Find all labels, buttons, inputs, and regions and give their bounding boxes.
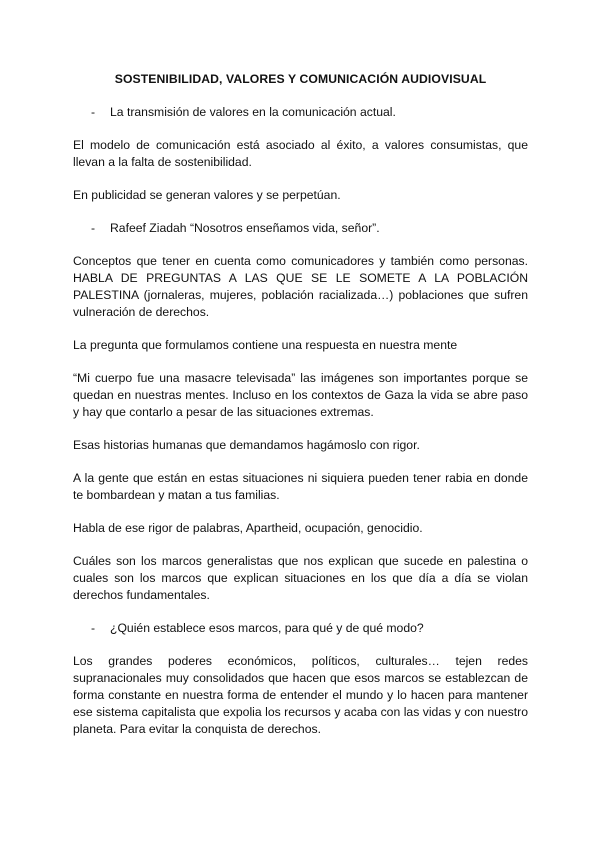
bullet-text: Rafeef Ziadah “Nosotros enseñamos vida, señor”. [110, 221, 380, 235]
paragraph: Habla de ese rigor de palabras, Apartheid, ocupación, genocidio. [73, 521, 423, 535]
paragraph: Los grandes poderes económicos, políticos, culturales… tejen redes supranacionales muy consolidados que hacen que esos marcos se establezcan de forma constante en nuestra forma de entender el mundo y lo hacen para mantener ese sistema capitalista que expolia los recursos y acaba con las vidas y con nuestro planeta. Para evitar la conquista de derechos. [73, 654, 528, 736]
paragraph: Esas historias humanas que demandamos hagámoslo con rigor. [73, 438, 420, 452]
bullet-item [73, 620, 528, 637]
bullet-dash: - [91, 105, 96, 119]
paragraph: La pregunta que formulamos contiene una respuesta en nuestra mente [73, 338, 458, 352]
paragraph: En publicidad se generan valores y se perpetúan. [73, 188, 341, 202]
bullet-text: ¿Quién establece esos marcos, para qué y de qué modo? [110, 621, 424, 635]
bullet-item [73, 104, 528, 121]
paragraph: A la gente que están en estas situaciones ni siquiera pueden tener rabia en donde te bombardean y matan a tus familias. [73, 471, 528, 502]
bullet-text: La transmisión de valores en la comunicación actual. [110, 105, 396, 119]
bullet-dash: - [91, 221, 96, 235]
paragraph: “Mi cuerpo fue una masacre televisada” las imágenes son importantes porque se quedan en nuestras mentes. Incluso en los contextos de Gaza la vida se abre paso y hay que contarlo a pesar de las situaciones extremas. [73, 371, 528, 419]
paragraph: El modelo de comunicación está asociado al éxito, a valores consumistas, que llevan a la falta de sostenibilidad. [73, 138, 528, 169]
paragraph: Conceptos que tener en cuenta como comunicadores y también como personas. HABLA DE PREGUNTAS A LAS QUE SE LE SOMETE A LA POBLACIÓN PALESTINA (jornaleras, mujeres, población racializada…) poblaciones que sufren vulneración de derechos. [73, 254, 528, 319]
paragraph: Cuáles son los marcos generalistas que nos explican que sucede en palestina o cuales son los marcos que explican situaciones en los que día a día se violan derechos fundamentales. [73, 554, 528, 602]
bullet-dash: - [91, 621, 96, 635]
document-title: SOSTENIBILIDAD, VALORES Y COMUNICACIÓN AUDIOVISUAL [114, 72, 487, 86]
bullet-item [73, 220, 528, 237]
